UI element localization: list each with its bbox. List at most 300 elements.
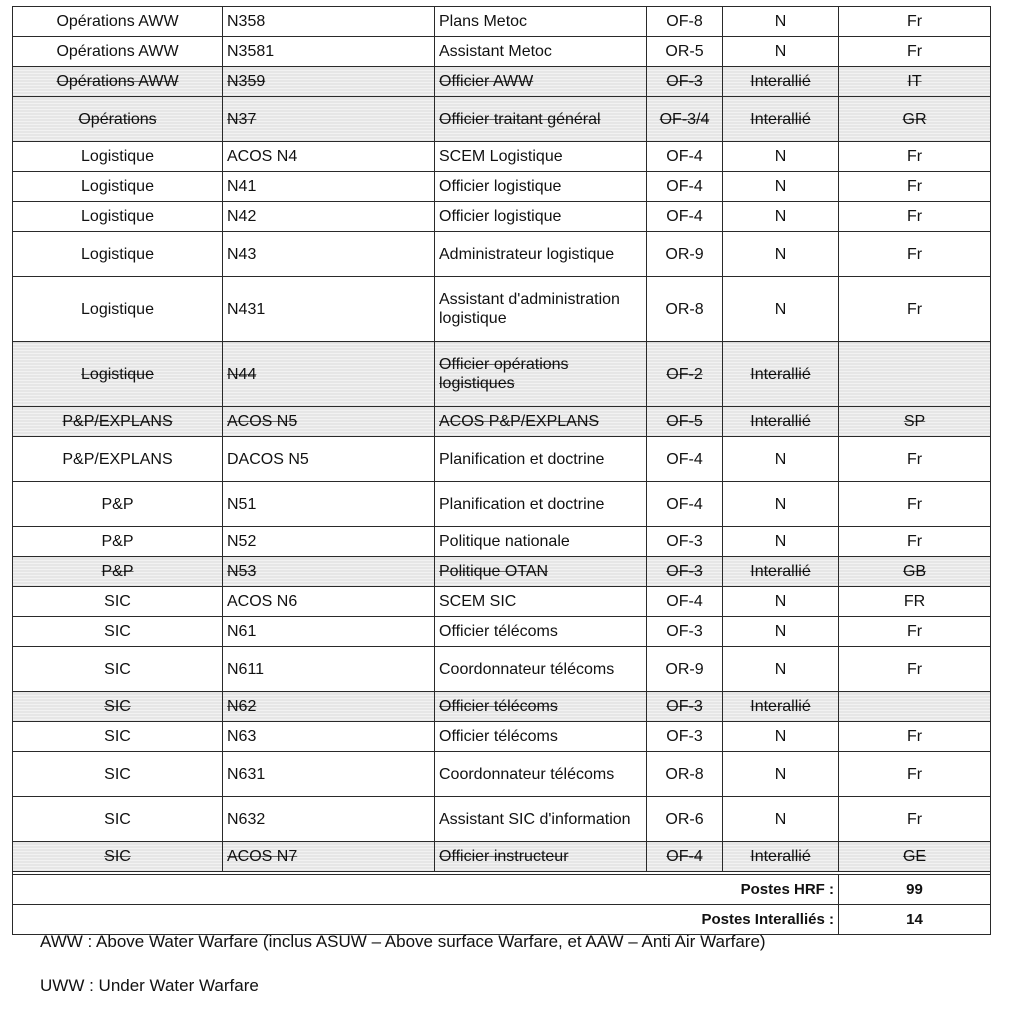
- cell-post-code: [223, 202, 435, 232]
- cell-function-text: Politique OTAN: [439, 563, 549, 580]
- cell-nation-text: Fr: [906, 495, 923, 513]
- cell-grade-text: OR-9: [665, 245, 704, 263]
- table-row: [13, 587, 991, 617]
- cell-function: [435, 232, 647, 277]
- cell-post-type-text: N: [774, 495, 787, 513]
- cell-function: [435, 722, 647, 752]
- cell-department-text: Logistique: [81, 208, 154, 225]
- cell-post-code: [223, 277, 435, 342]
- cell-function: [435, 692, 647, 722]
- cell-post-type-text: N: [774, 148, 787, 165]
- cell-grade-text: OF-4: [666, 208, 703, 225]
- cell-post-type-text: N: [774, 208, 787, 225]
- cell-post-type: [723, 722, 839, 752]
- cell-grade-text: OF-4: [666, 148, 703, 165]
- cell-grade-text: OF-4: [666, 593, 703, 610]
- table-row: [13, 67, 991, 97]
- cell-function-text: Officier opérations logistiques: [439, 356, 569, 392]
- cell-post-code-text: N431: [227, 300, 266, 318]
- cell-post-code-text: N52: [227, 533, 257, 550]
- cell-post-type-text: N: [774, 450, 787, 468]
- cell-function: [435, 842, 647, 872]
- cell-department-text: SIC: [104, 810, 131, 828]
- cell-post-type: [723, 97, 839, 142]
- cell-grade: [647, 172, 723, 202]
- cell-post-type-text: N: [774, 660, 787, 678]
- cell-post-code-text: N63: [227, 728, 257, 745]
- cell-department: [13, 647, 223, 692]
- cell-post-code-text: N51: [227, 495, 257, 513]
- cell-grade: [647, 752, 723, 797]
- cell-function-text: Officier logistique: [439, 208, 562, 225]
- cell-post-code: [223, 722, 435, 752]
- cell-post-code: [223, 647, 435, 692]
- cell-grade-text: OF-3: [666, 623, 703, 640]
- cell-nation: [839, 142, 991, 172]
- cell-function-text: Coordonnateur télécoms: [439, 660, 615, 678]
- table-row: [13, 202, 991, 232]
- cell-grade-text: OF-4: [666, 450, 703, 468]
- cell-function: [435, 482, 647, 527]
- posts-table-body: [13, 7, 991, 872]
- cell-post-type: [723, 587, 839, 617]
- cell-grade-text: OF-3: [666, 563, 703, 580]
- cell-department: [13, 67, 223, 97]
- cell-nation-text: Fr: [906, 533, 923, 550]
- total-label-hrf: Postes HRF :: [13, 875, 839, 905]
- cell-post-code-text: N631: [227, 765, 266, 783]
- table-row: [13, 7, 991, 37]
- cell-post-code: [223, 842, 435, 872]
- cell-post-code: [223, 437, 435, 482]
- cell-nation: [839, 752, 991, 797]
- cell-grade-text: OF-3: [666, 73, 703, 90]
- cell-department-text: Logistique: [81, 245, 154, 263]
- cell-department-text: P&P: [101, 533, 134, 550]
- cell-function-text: Officier traitant général: [439, 110, 601, 128]
- cell-function: [435, 407, 647, 437]
- cell-nation: [839, 557, 991, 587]
- cell-department-text: SIC: [104, 660, 131, 678]
- cell-function-text: Officier logistique: [439, 178, 562, 195]
- table-row: [13, 142, 991, 172]
- cell-nation: [839, 797, 991, 842]
- cell-function-text: Administrateur logistique: [439, 245, 615, 263]
- cell-post-type-text: N: [774, 300, 787, 318]
- cell-post-code: [223, 527, 435, 557]
- cell-nation: [839, 7, 991, 37]
- cell-nation: [839, 842, 991, 872]
- cell-function-text: Officier télécoms: [439, 698, 558, 715]
- cell-nation-text: Fr: [906, 43, 923, 60]
- table-row: [13, 752, 991, 797]
- cell-post-code: [223, 587, 435, 617]
- cell-department: [13, 142, 223, 172]
- total-value-interallies: 14: [839, 905, 991, 935]
- cell-post-code-text: N43: [227, 245, 257, 263]
- cell-function: [435, 97, 647, 142]
- cell-post-type: [723, 527, 839, 557]
- cell-nation: [839, 617, 991, 647]
- cell-function-text: Assistant d'administration logistique: [439, 291, 620, 327]
- cell-post-type-text: N: [774, 623, 787, 640]
- cell-function: [435, 797, 647, 842]
- cell-department: [13, 172, 223, 202]
- cell-grade: [647, 842, 723, 872]
- cell-department-text: P&P/EXPLANS: [62, 413, 173, 430]
- cell-nation: [839, 527, 991, 557]
- cell-grade-text: OR-8: [665, 765, 704, 783]
- table-row: [13, 407, 991, 437]
- cell-department: [13, 797, 223, 842]
- table-row: [13, 37, 991, 67]
- cell-nation-text: Fr: [906, 450, 923, 468]
- cell-function: [435, 37, 647, 67]
- cell-nation-text: GE: [902, 848, 927, 865]
- cell-post-code: [223, 617, 435, 647]
- cell-post-type: [723, 67, 839, 97]
- totals-section: [13, 872, 991, 935]
- cell-nation-text: Fr: [906, 13, 923, 30]
- cell-function: [435, 437, 647, 482]
- cell-grade: [647, 587, 723, 617]
- cell-function: [435, 647, 647, 692]
- cell-grade: [647, 97, 723, 142]
- cell-grade-text: OF-8: [666, 13, 703, 30]
- cell-post-type-text: N: [774, 245, 787, 263]
- table-row: [13, 232, 991, 277]
- cell-department-text: SIC: [104, 623, 131, 640]
- cell-grade-text: OR-5: [665, 43, 704, 60]
- cell-post-code: [223, 7, 435, 37]
- cell-post-code-text: ACOS N4: [227, 148, 298, 165]
- cell-department-text: P&P: [101, 495, 134, 513]
- cell-grade: [647, 37, 723, 67]
- cell-nation: [839, 202, 991, 232]
- cell-nation: [839, 37, 991, 67]
- cell-nation: [839, 692, 991, 722]
- cell-post-code-text: N3581: [227, 43, 275, 60]
- cell-function-text: Officier instructeur: [439, 848, 569, 865]
- cell-grade: [647, 647, 723, 692]
- table-row: [13, 557, 991, 587]
- cell-post-code: [223, 557, 435, 587]
- cell-post-code: [223, 172, 435, 202]
- cell-post-type-text: N: [774, 178, 787, 195]
- cell-department: [13, 842, 223, 872]
- posts-table: [12, 6, 991, 935]
- cell-nation: [839, 482, 991, 527]
- cell-department: [13, 342, 223, 407]
- cell-grade-text: OF-5: [666, 413, 703, 430]
- cell-nation: [839, 722, 991, 752]
- cell-post-type: [723, 202, 839, 232]
- cell-post-code-text: DACOS N5: [227, 450, 309, 468]
- cell-department-text: Opérations: [78, 110, 157, 128]
- cell-function: [435, 617, 647, 647]
- cell-nation-text: Fr: [906, 148, 923, 165]
- cell-department: [13, 232, 223, 277]
- cell-function-text: Officier télécoms: [439, 728, 558, 745]
- cell-post-code: [223, 342, 435, 407]
- cell-department-text: Opérations AWW: [56, 43, 179, 60]
- cell-department-text: SIC: [104, 593, 131, 610]
- cell-post-type: [723, 557, 839, 587]
- cell-department-text: SIC: [104, 848, 131, 865]
- cell-post-type-text: N: [774, 728, 787, 745]
- cell-department: [13, 37, 223, 67]
- cell-post-code: [223, 482, 435, 527]
- cell-post-type: [723, 7, 839, 37]
- cell-function: [435, 7, 647, 37]
- cell-nation: [839, 172, 991, 202]
- cell-grade: [647, 342, 723, 407]
- cell-post-code: [223, 67, 435, 97]
- cell-post-code-text: N37: [227, 110, 257, 128]
- cell-nation-text: Fr: [906, 660, 923, 678]
- cell-post-type: [723, 437, 839, 482]
- cell-post-type: [723, 752, 839, 797]
- cell-post-code: [223, 232, 435, 277]
- cell-department-text: SIC: [104, 728, 131, 745]
- cell-post-type: [723, 277, 839, 342]
- cell-post-type-text: N: [774, 810, 787, 828]
- cell-function: [435, 527, 647, 557]
- cell-department-text: Opérations AWW: [56, 13, 179, 30]
- cell-grade: [647, 67, 723, 97]
- table-row: [13, 722, 991, 752]
- cell-post-type: [723, 692, 839, 722]
- cell-department-text: Logistique: [81, 300, 154, 318]
- cell-post-type-text: N: [774, 13, 787, 30]
- cell-grade: [647, 797, 723, 842]
- cell-function: [435, 342, 647, 407]
- cell-post-code-text: N41: [227, 178, 257, 195]
- cell-department: [13, 407, 223, 437]
- cell-grade-text: OF-2: [666, 365, 703, 383]
- cell-department: [13, 722, 223, 752]
- table-row: [13, 527, 991, 557]
- cell-post-code: [223, 97, 435, 142]
- cell-post-code-text: N42: [227, 208, 257, 225]
- cell-department-text: P&P/EXPLANS: [62, 450, 173, 468]
- cell-post-type: [723, 172, 839, 202]
- cell-nation-text: Fr: [906, 300, 923, 318]
- total-label-interallies: Postes Interalliés :: [13, 905, 839, 935]
- cell-nation-text: Fr: [906, 765, 923, 783]
- cell-function: [435, 277, 647, 342]
- cell-grade: [647, 482, 723, 527]
- cell-grade: [647, 557, 723, 587]
- table-row: [13, 172, 991, 202]
- table-row: [13, 617, 991, 647]
- cell-post-type: [723, 842, 839, 872]
- cell-function: [435, 172, 647, 202]
- cell-post-type-text: N: [774, 765, 787, 783]
- cell-department: [13, 277, 223, 342]
- cell-department: [13, 527, 223, 557]
- cell-post-type: [723, 407, 839, 437]
- cell-nation: [839, 67, 991, 97]
- cell-grade: [647, 202, 723, 232]
- cell-post-type-text: Interallié: [750, 698, 811, 715]
- cell-function-text: SCEM Logistique: [439, 148, 563, 165]
- cell-function: [435, 557, 647, 587]
- cell-post-type-text: Interallié: [750, 563, 811, 580]
- cell-department-text: P&P: [101, 563, 134, 580]
- cell-function: [435, 142, 647, 172]
- cell-nation: [839, 277, 991, 342]
- total-row-hrf: [13, 875, 991, 905]
- cell-post-type: [723, 797, 839, 842]
- cell-grade-text: OF-4: [666, 848, 703, 865]
- cell-grade-text: OF-3: [666, 698, 703, 715]
- cell-department: [13, 202, 223, 232]
- cell-grade: [647, 437, 723, 482]
- cell-function-text: ACOS P&P/EXPLANS: [439, 413, 600, 430]
- cell-function-text: Politique nationale: [439, 533, 570, 550]
- cell-nation: [839, 342, 991, 407]
- cell-grade: [647, 692, 723, 722]
- cell-post-code: [223, 797, 435, 842]
- cell-department: [13, 97, 223, 142]
- cell-grade-text: OF-4: [666, 495, 703, 513]
- table-row: [13, 277, 991, 342]
- total-value-hrf: 99: [839, 875, 991, 905]
- cell-grade-text: OF-3: [666, 728, 703, 745]
- cell-function-text: Officier télécoms: [439, 623, 558, 640]
- cell-nation-text: Fr: [906, 728, 923, 745]
- cell-grade: [647, 527, 723, 557]
- cell-department-text: SIC: [104, 698, 131, 715]
- cell-nation-text: IT: [907, 73, 922, 90]
- cell-nation-text: Fr: [906, 810, 923, 828]
- cell-function-text: Assistant SIC d'information: [439, 810, 631, 828]
- cell-grade: [647, 277, 723, 342]
- cell-function: [435, 587, 647, 617]
- cell-nation-text: GB: [902, 563, 927, 580]
- cell-post-type-text: Interallié: [750, 848, 811, 865]
- cell-nation: [839, 437, 991, 482]
- cell-post-type-text: N: [774, 43, 787, 60]
- cell-grade: [647, 722, 723, 752]
- total-row-interallies: [13, 905, 991, 935]
- cell-post-type: [723, 647, 839, 692]
- cell-post-code-text: ACOS N6: [227, 593, 298, 610]
- cell-grade: [647, 617, 723, 647]
- cell-nation: [839, 97, 991, 142]
- table-row: [13, 797, 991, 842]
- cell-department: [13, 437, 223, 482]
- cell-post-type: [723, 232, 839, 277]
- cell-grade-text: OR-6: [665, 810, 704, 828]
- cell-post-type: [723, 142, 839, 172]
- posts-document: [12, 6, 990, 935]
- table-row: [13, 692, 991, 722]
- cell-function-text: SCEM SIC: [439, 593, 517, 610]
- cell-department: [13, 7, 223, 37]
- cell-post-code-text: N62: [227, 698, 257, 715]
- cell-grade: [647, 7, 723, 37]
- cell-grade-text: OF-3/4: [659, 110, 710, 128]
- cell-function-text: Plans Metoc: [439, 13, 528, 30]
- cell-department-text: Logistique: [81, 365, 154, 383]
- cell-post-code: [223, 407, 435, 437]
- table-row: [13, 97, 991, 142]
- cell-nation: [839, 407, 991, 437]
- cell-post-code-text: N53: [227, 563, 257, 580]
- cell-post-code: [223, 37, 435, 67]
- table-row: [13, 842, 991, 872]
- cell-post-type: [723, 342, 839, 407]
- cell-post-code-text: N358: [227, 13, 266, 30]
- cell-department: [13, 692, 223, 722]
- cell-department-text: Logistique: [81, 178, 154, 195]
- cell-function-text: Planification et doctrine: [439, 450, 605, 468]
- cell-post-code-text: N44: [227, 365, 257, 383]
- cell-post-code-text: N632: [227, 810, 266, 828]
- cell-grade: [647, 232, 723, 277]
- cell-nation-text: GR: [902, 110, 927, 128]
- legend-aww: AWW : Above Water Warfare (inclus ASUW – Above surface Warfare, et AAW – Anti Air Warfare): [40, 932, 766, 951]
- cell-post-type-text: Interallié: [750, 413, 811, 430]
- cell-post-code-text: ACOS N5: [227, 413, 298, 430]
- cell-post-type: [723, 617, 839, 647]
- cell-post-type-text: Interallié: [750, 110, 811, 128]
- cell-post-type-text: N: [774, 533, 787, 550]
- cell-function-text: Planification et doctrine: [439, 495, 605, 513]
- cell-nation: [839, 647, 991, 692]
- cell-post-code: [223, 142, 435, 172]
- cell-post-code-text: N359: [227, 73, 266, 90]
- cell-nation-text: Fr: [906, 208, 923, 225]
- cell-nation-text: FR: [903, 593, 926, 610]
- cell-department: [13, 752, 223, 797]
- cell-post-type-text: N: [774, 593, 787, 610]
- cell-post-type: [723, 482, 839, 527]
- cell-function-text: Coordonnateur télécoms: [439, 765, 615, 783]
- cell-nation-text: Fr: [906, 178, 923, 195]
- cell-grade-text: OR-8: [665, 300, 704, 318]
- table-row: [13, 647, 991, 692]
- cell-post-code: [223, 752, 435, 797]
- cell-nation-text: Fr: [906, 245, 923, 263]
- cell-nation: [839, 232, 991, 277]
- cell-function: [435, 202, 647, 232]
- cell-nation: [839, 587, 991, 617]
- cell-grade: [647, 407, 723, 437]
- cell-department: [13, 587, 223, 617]
- legend-uww: UWW : Under Water Warfare: [40, 976, 259, 995]
- cell-post-type-text: Interallié: [750, 73, 811, 90]
- cell-post-code: [223, 692, 435, 722]
- cell-department-text: Logistique: [81, 148, 154, 165]
- cell-department-text: SIC: [104, 765, 131, 783]
- table-row: [13, 482, 991, 527]
- cell-nation-text: SP: [903, 413, 926, 430]
- table-row: [13, 437, 991, 482]
- cell-post-code-text: ACOS N7: [227, 848, 298, 865]
- table-row: [13, 342, 991, 407]
- cell-department: [13, 482, 223, 527]
- cell-grade: [647, 142, 723, 172]
- cell-post-type: [723, 37, 839, 67]
- cell-department: [13, 617, 223, 647]
- cell-function-text: Assistant Metoc: [439, 43, 552, 60]
- cell-grade-text: OF-3: [666, 533, 703, 550]
- cell-grade-text: OR-9: [665, 660, 704, 678]
- cell-post-type-text: Interallié: [750, 365, 811, 383]
